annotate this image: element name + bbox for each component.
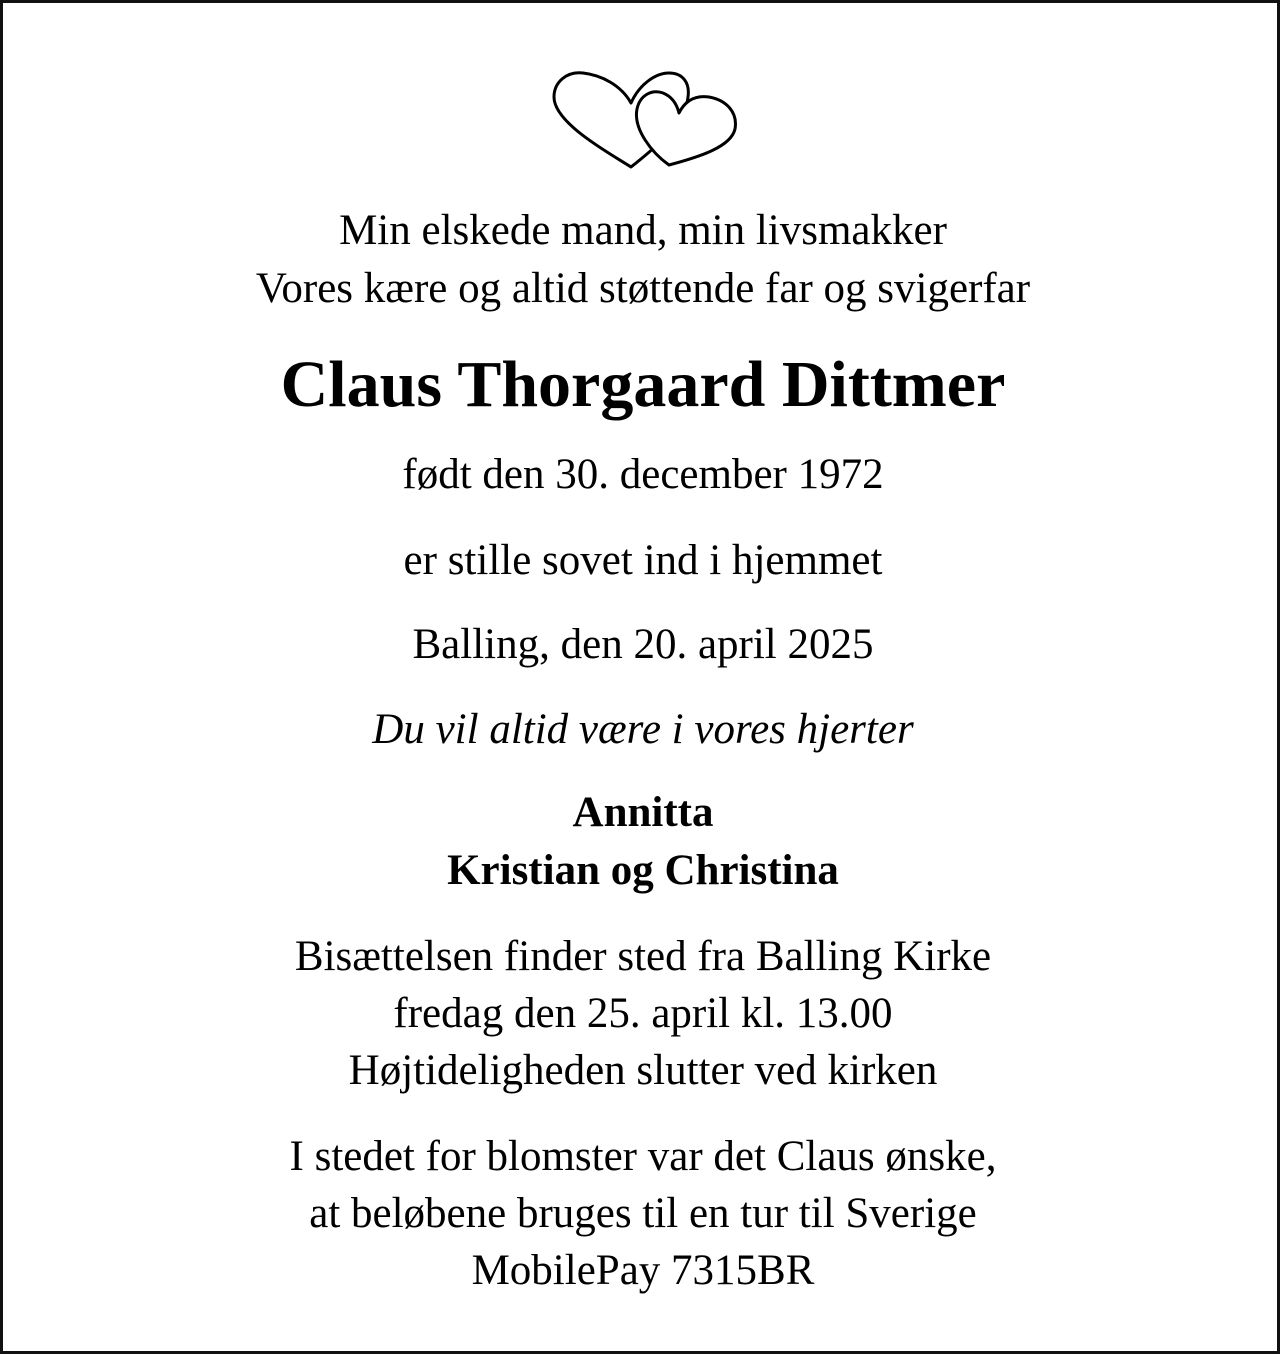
birth-date: født den 30. december 1972 — [402, 451, 884, 498]
passing-text: er stille sovet ind i hjemmet — [403, 537, 883, 584]
motto: Du vil altid være i vores hjerter — [372, 706, 914, 753]
funeral-line-3: Højtideligheden slutter ved kirken — [348, 1047, 938, 1094]
donation-line-2: at beløbene bruges til en tur til Sverige — [309, 1190, 977, 1237]
family-line-1: Annitta — [572, 789, 714, 836]
funeral-line-1: Bisættelsen finder sted fra Balling Kirke — [294, 933, 992, 980]
place-and-date: Balling, den 20. april 2025 — [412, 621, 874, 668]
intro-line-2: Vores kære og altid støttende far og svigerfar — [255, 265, 1031, 312]
funeral-line-2: fredag den 25. april kl. 13.00 — [393, 990, 893, 1037]
intro-line-1: Min elskede mand, min livsmakker — [339, 207, 947, 254]
donation-line-1: I stedet for blomster var det Claus ønske, — [289, 1133, 997, 1180]
deceased-name: Claus Thorgaard Dittmer — [280, 348, 1006, 421]
two-hearts-icon — [549, 67, 741, 171]
donation-line-3: MobilePay 7315BR — [471, 1247, 815, 1294]
family-line-2: Kristian og Christina — [447, 847, 839, 894]
right-heart-outline — [636, 92, 735, 165]
